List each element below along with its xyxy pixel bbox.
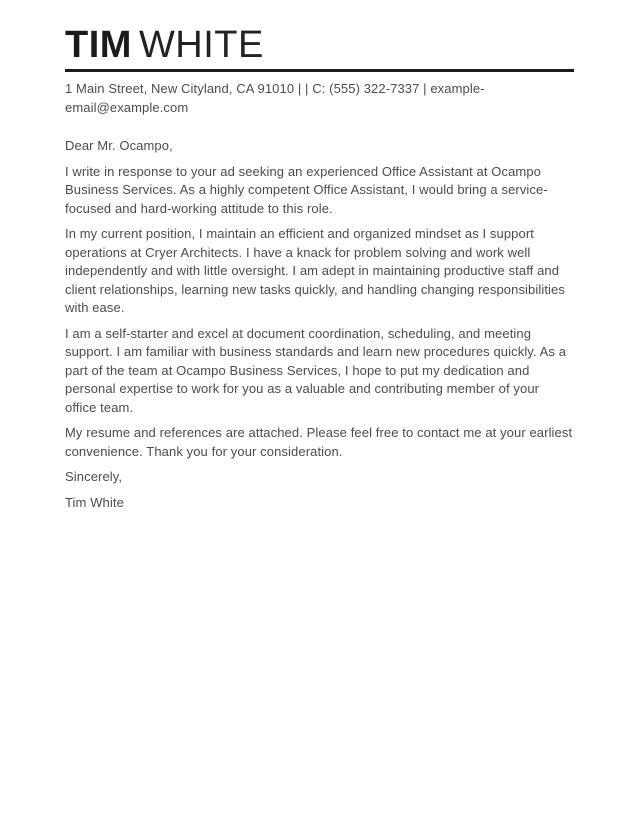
applicant-name — [65, 24, 574, 66]
paragraph-intro: I write in response to your ad seeking an experienced Office Assistant at Ocampo Business Services. As a highly competent Office Assistant, I would bring a service-focused and hard-working attitude to this role. — [65, 163, 548, 216]
signature-name: Tim White — [65, 494, 124, 510]
paragraph-skills: I am a self-starter and excel at document coordination, scheduling, and meeting support. I am familiar with business standards and learn new procedures quickly. As a part of the team at Ocampo Business Services, I hope to put my dedication and personal expertise to work for you as a valuable and contributing member of your office team. — [65, 325, 567, 415]
applicant-first-name: TIM — [65, 24, 132, 66]
salutation: Dear Mr. Ocampo, — [65, 138, 173, 153]
contact-line-1: 1 Main Street, New Cityland, CA 91010 | | C: (555) 322-7337 | example- — [65, 81, 485, 96]
header-divider — [65, 69, 574, 72]
closing: Sincerely, — [65, 469, 123, 484]
applicant-last-name: WHITE — [138, 24, 264, 66]
paragraph-current-position: In my current position, I maintain an efficient and organized mindset as I support operations at Cryer Architects. I have a knack for problem solving and work well independently and with little oversight. I am adept in maintaining productive staff and client relationships, learning new tasks quickly, and handling changing responsibilities with ease. — [65, 226, 565, 315]
letter-body — [65, 137, 574, 512]
paragraph-closing-remarks: My resume and references are attached. Please feel free to contact me at your earliest convenience. Thank you for your consideration. — [65, 425, 573, 459]
contact-line-2: email@example.com — [65, 99, 189, 115]
contact-info — [65, 80, 574, 117]
